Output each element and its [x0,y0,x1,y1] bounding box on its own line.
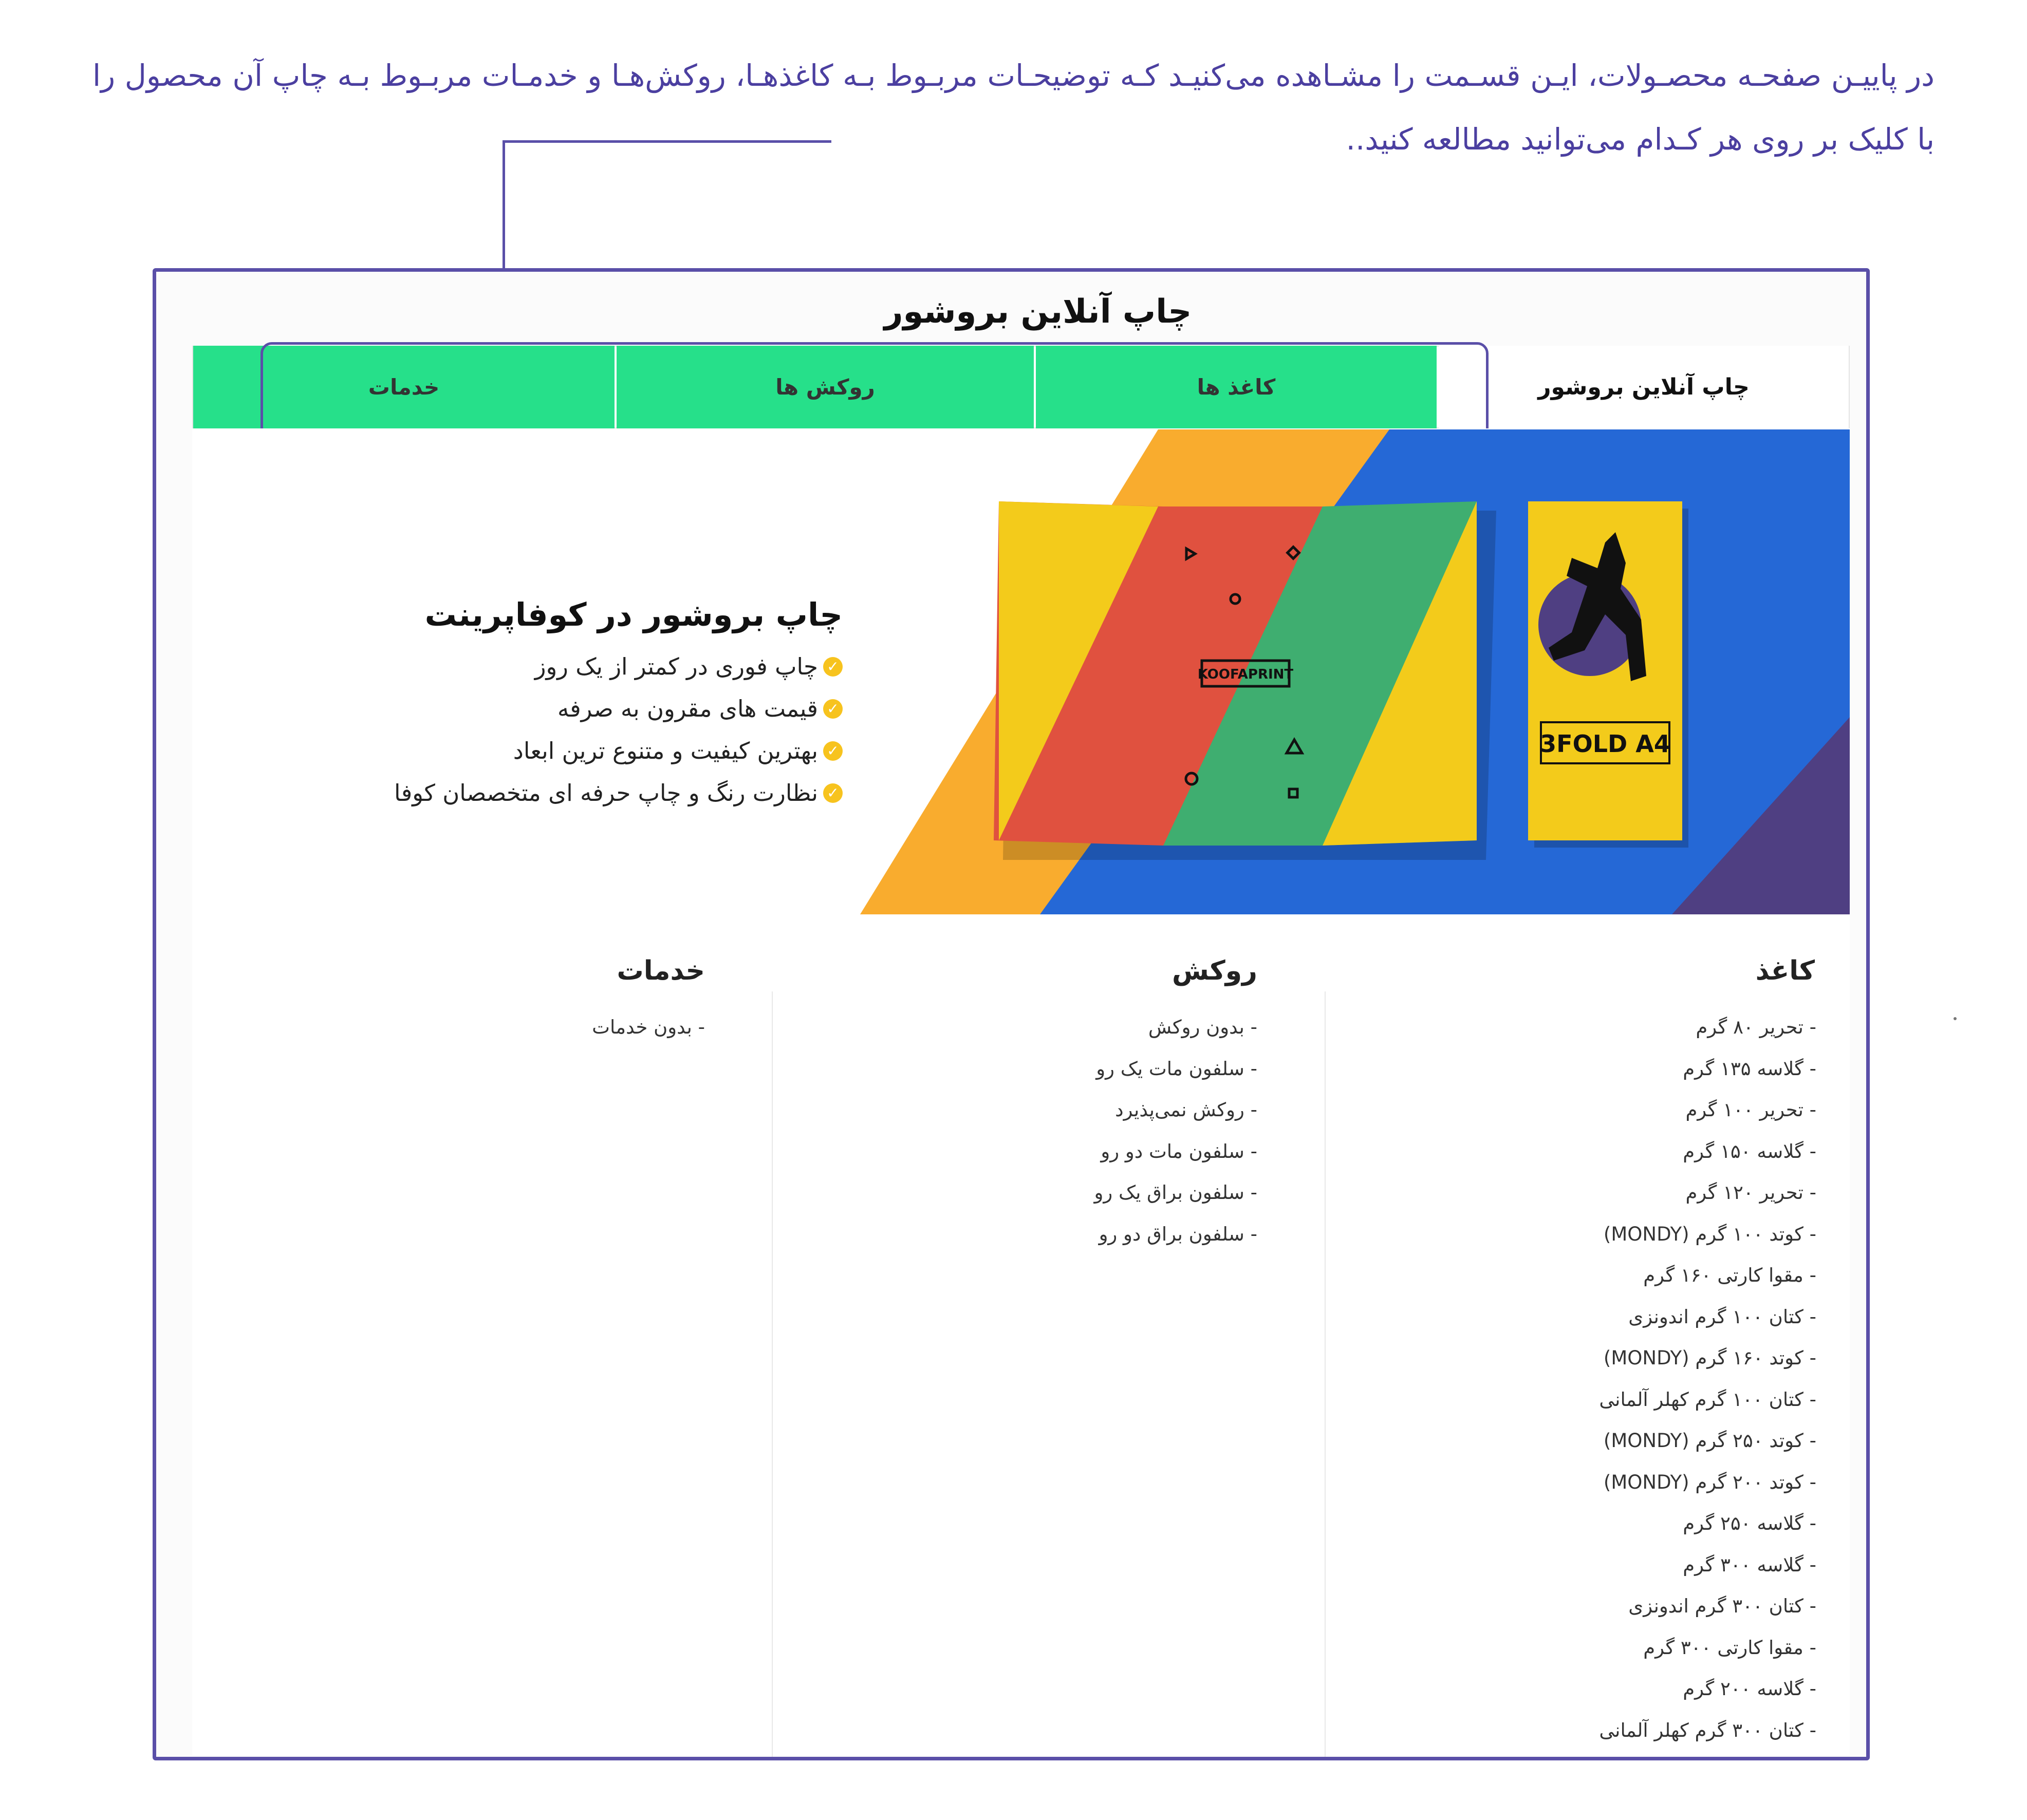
stray-dot [1954,1017,1957,1020]
coating-item: - سلفون براق یک رو [1094,1181,1257,1204]
paper-column-title: کاغذ [1755,955,1815,986]
annotation-text: در پاییـن صفحـه محصـولات، ایـن قسـمت را مشـاهده می‌کنیـد کـه توضیحـات مربـوط بـه کاغذهـا، روکش‌هـا و خدمـات مربـوط بـه چاپ آن محصول را با کلیک بر روی هر کـدام می‌توانید مطالعه کنید.. [92,58,1935,157]
paper-list [1490,1007,1816,1751]
coating-item: - بدون روکش [1148,1016,1257,1038]
paper-item: - گلاسه ۲۰۰ گرم [1683,1678,1816,1700]
feature-text: قیمت های مقرون به صرفه [557,695,818,722]
coating-item: - سلفون براق دو رو [1099,1223,1257,1245]
paper-item: - کوتد ۲۵۰ گرم (MONDY) [1603,1430,1816,1452]
feature-item [349,730,843,772]
banner-heading: چاپ بروشور در کوفاپرینت [424,596,843,633]
annotation-connector-horizontal [503,140,831,143]
feature-item [349,772,843,814]
services-item: - بدون خدمات [592,1016,705,1038]
paper-item: - مقوا کارتی ۱۶۰ گرم [1643,1264,1816,1286]
column-divider [1325,991,1326,1757]
tab-main-product-label: چاپ آنلاین بروشور [1538,374,1750,400]
paper-item: - کوتد ۱۰۰ گرم (MONDY) [1603,1223,1816,1245]
tab-main-product[interactable] [1439,346,1849,428]
paper-item: - گلاسه ۱۳۵ گرم [1683,1057,1816,1080]
feature-text: چاپ فوری در کمتر از یک روز [534,653,818,680]
paper-item: - گلاسه ۳۰۰ گرم [1683,1553,1816,1576]
paper-item: - کتان ۱۰۰ گرم کهلر آلمانی [1599,1388,1816,1411]
coating-item: - سلفون مات یک رو [1096,1057,1257,1080]
page-title: چاپ آنلاین بروشور [884,293,1192,331]
paper-item: - کوتد ۱۶۰ گرم (MONDY) [1603,1347,1816,1369]
coating-item: - روکش نمی‌پذیرد [1115,1099,1257,1121]
check-icon: ✓ [823,741,843,761]
paper-item: - مقوا کارتی ۳۰۰ گرم [1643,1636,1816,1659]
coating-column-title: روکش [1171,955,1257,986]
paper-item: - گلاسه ۱۵۰ گرم [1683,1140,1816,1162]
paper-item: - تحریر ۱۰۰ گرم [1685,1099,1816,1121]
check-icon: ✓ [823,657,843,677]
paper-item: - کتان ۱۰۰ گرم اندونزی [1628,1305,1816,1328]
tab-coatings-label: روکش ها [775,374,875,400]
column-divider [772,991,773,1757]
coating-list [987,1007,1257,1255]
feature-text: بهترین کیفیت و متنوع ترین ابعاد [513,737,818,764]
paper-item: - کوتد ۲۰۰ گرم (MONDY) [1603,1471,1816,1493]
flyer-product-label: 3FOLD A4 [1540,730,1670,758]
paper-item: - کتان ۳۰۰ گرم اندونزی [1628,1595,1816,1617]
feature-text: نظارت رنگ و چاپ حرفه ای متخصصان کوفا [394,779,818,806]
tab-services-label: خدمات [368,374,440,400]
paper-item: - کتان ۳۰۰ گرم کهلر آلمانی [1599,1719,1816,1741]
paper-item: - گلاسه ۲۵۰ گرم [1683,1512,1816,1534]
services-list [514,1007,705,1048]
paper-item: - تحریر ۱۲۰ گرم [1685,1181,1816,1204]
check-icon: ✓ [823,783,843,803]
services-column-title: خدمات [617,955,705,986]
feature-item [349,646,843,688]
banner-text-block [349,596,843,814]
tabs-highlight-box [261,342,1489,440]
feature-item [349,688,843,730]
brochure-brand-label: KOOFAPRINT [1197,667,1294,682]
check-icon: ✓ [823,699,843,719]
coating-item: - سلفون مات دو رو [1101,1140,1257,1162]
tab-papers-label: کاغذ ها [1197,374,1276,400]
paper-item: - تحریر ۸۰ گرم [1696,1016,1816,1038]
